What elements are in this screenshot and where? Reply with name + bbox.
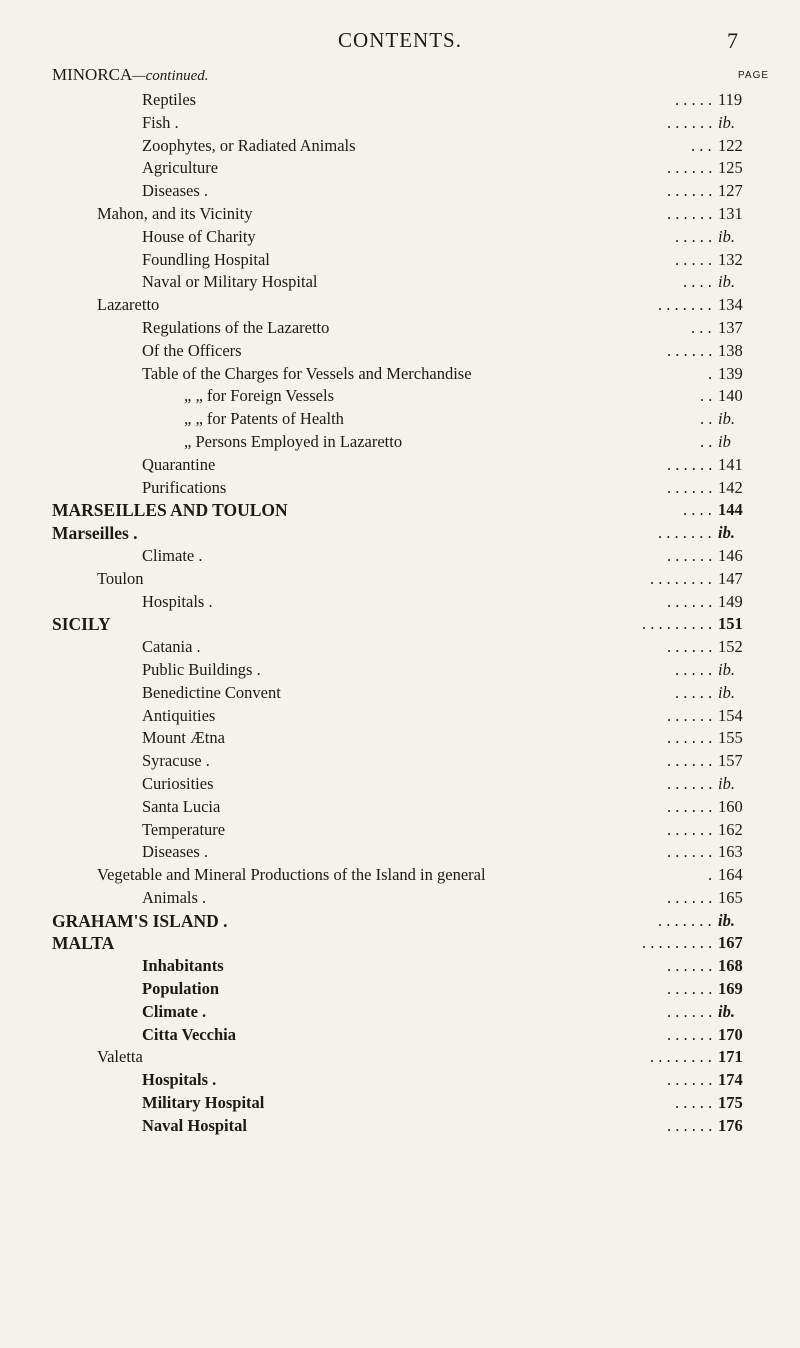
contents-entry	[0, 226, 800, 249]
entry-page-number: 154	[718, 705, 743, 725]
leader-dots: . . . . . . . . .	[642, 933, 713, 953]
leader-dots: . . . . . .	[667, 796, 713, 816]
contents-entry	[0, 636, 800, 659]
entry-label: Mahon, and its Vicinity	[97, 203, 253, 223]
leader-dots: . . . . . .	[667, 1070, 713, 1090]
entry-page-number: ib.	[718, 226, 735, 246]
leader-dots: .	[708, 865, 713, 885]
entry-label: Syracuse .	[142, 751, 210, 771]
entry-label: Climate .	[142, 1001, 207, 1021]
contents-entry	[0, 135, 800, 158]
entry-label: Vegetable and Mineral Productions of the Island in general	[97, 865, 486, 885]
entry-page-number: 175	[718, 1093, 743, 1113]
contents-entry	[0, 271, 800, 294]
entry-page-number: 157	[718, 751, 743, 771]
contents-entry	[0, 1092, 800, 1115]
leader-dots: . . . . . .	[667, 340, 713, 360]
entry-page-number: 144	[718, 500, 743, 520]
entry-page-number: ib.	[718, 682, 735, 702]
leader-dots: . . . . . .	[667, 1024, 713, 1044]
entry-page-number: 119	[718, 90, 743, 109]
entry-page-number: 139	[718, 363, 743, 383]
leader-dots: . . . . . .	[667, 819, 713, 839]
entry-page-number: 127	[718, 181, 743, 201]
contents-entry	[0, 477, 800, 500]
leader-dots: . . . . . .	[667, 728, 713, 748]
contents-entry	[0, 340, 800, 363]
entry-label: Regulations of the Lazaretto	[142, 317, 330, 337]
entry-label: Naval Hospital	[142, 1115, 247, 1135]
contents-entry	[0, 431, 800, 454]
entry-label: „ Persons Employed in Lazaretto	[184, 431, 403, 451]
entry-page-number: ib	[718, 431, 731, 451]
contents-entry	[0, 773, 800, 796]
entry-page-number: 140	[718, 386, 743, 406]
page-column-label: PAGE	[738, 70, 770, 81]
contents-entry	[0, 522, 800, 545]
entry-page-number: 155	[718, 728, 743, 748]
page-number: 7	[727, 28, 738, 53]
entry-page-number: 122	[718, 135, 743, 155]
contents-entry	[0, 932, 800, 955]
entry-label: Inhabitants	[142, 956, 224, 976]
entry-label: Hospitals .	[142, 591, 213, 611]
entry-label: Naval or Military Hospital	[142, 272, 318, 292]
entry-label: Purifications	[142, 477, 227, 497]
leader-dots: . . . . . .	[667, 751, 713, 771]
leader-dots: . . . . . .	[667, 112, 713, 132]
entry-page-number: 134	[718, 295, 743, 315]
contents-entry	[0, 1115, 800, 1138]
leader-dots: . .	[700, 409, 713, 429]
entry-label: Citta Vecchia	[142, 1024, 236, 1044]
leader-dots: . . . . . .	[667, 181, 713, 201]
entry-label: Reptiles	[142, 90, 197, 109]
leader-dots: . . . . .	[675, 682, 713, 702]
contents-entry	[0, 499, 800, 522]
contents-entry	[0, 705, 800, 728]
leader-dots: . . . . . .	[667, 1001, 713, 1021]
entry-page-number: ib.	[718, 523, 735, 543]
entry-label: Table of the Charges for Vessels and Merchandise	[142, 363, 472, 383]
section-title: MINORCA	[52, 65, 133, 84]
leader-dots: . . . . . .	[667, 158, 713, 178]
entry-label: MARSEILLES AND TOULON	[52, 500, 288, 521]
leader-dots: . . . . . . .	[658, 295, 712, 315]
leader-dots: . . . . . .	[667, 545, 713, 565]
entry-page-number: 174	[718, 1070, 743, 1090]
leader-dots: . . . . . .	[667, 705, 713, 725]
entry-page-number: 163	[718, 842, 743, 862]
entry-label: Fish .	[142, 112, 179, 132]
entry-page-number: 125	[718, 158, 743, 178]
entry-label: House of Charity	[142, 226, 256, 246]
entry-page-number: 151	[718, 614, 743, 634]
entry-label: Toulon	[97, 568, 144, 588]
entry-label: Animals .	[142, 887, 207, 907]
contents-entry	[0, 1001, 800, 1024]
contents-entry	[0, 385, 800, 408]
section-continued: —continued.	[132, 68, 209, 84]
leader-dots: . .	[700, 386, 713, 406]
leader-dots: . . . . . . .	[658, 523, 712, 543]
contents-entry	[0, 796, 800, 819]
entry-page-number: ib.	[718, 659, 735, 679]
entry-page-number: 132	[718, 249, 743, 269]
leader-dots: . . . . . .	[667, 637, 713, 657]
entry-label: Public Buildings .	[142, 659, 261, 679]
section-heading	[52, 65, 209, 85]
leader-dots: . . . .	[683, 500, 712, 520]
leader-dots: . . . . . .	[667, 979, 713, 999]
leader-dots: . . . . . . . . .	[642, 614, 713, 634]
entry-label: Catania .	[142, 637, 201, 657]
contents-entry	[0, 89, 800, 112]
entry-page-number: 168	[718, 956, 743, 976]
entry-label: Quarantine	[142, 454, 216, 474]
entry-page-number: 176	[718, 1115, 743, 1135]
leader-dots: . . . . . .	[667, 773, 713, 793]
contents-entry	[0, 408, 800, 431]
entry-page-number: ib.	[718, 409, 735, 429]
leader-dots: . . . . . .	[667, 1115, 713, 1135]
entry-label: Population	[142, 979, 220, 999]
entry-label: Foundling Hospital	[142, 249, 270, 269]
leader-dots: . . . . . . . .	[650, 568, 712, 588]
entry-page-number: 147	[718, 568, 743, 588]
contents-entry	[0, 454, 800, 477]
entry-page-number: 170	[718, 1024, 743, 1044]
entry-label: Of the Officers	[142, 340, 242, 360]
entry-page-number: 138	[718, 340, 743, 360]
contents-entry	[0, 613, 800, 636]
contents-entry	[0, 750, 800, 773]
entry-label: Zoophytes, or Radiated Animals	[142, 135, 356, 155]
entry-page-number: 131	[718, 203, 743, 223]
entry-label: Agriculture	[142, 158, 219, 178]
entry-page-number: 142	[718, 477, 743, 497]
contents-entry	[0, 864, 800, 887]
leader-dots: . . . . .	[675, 226, 713, 246]
entry-label: Climate .	[142, 545, 203, 565]
entry-label: MALTA	[52, 933, 115, 954]
entry-page-number: 165	[718, 887, 743, 907]
entry-page-number: 162	[718, 819, 743, 839]
entry-label: Temperature	[142, 819, 226, 839]
leader-dots: . . . . . .	[667, 956, 713, 976]
contents-entry	[0, 363, 800, 386]
entry-page-number: 171	[718, 1047, 743, 1067]
entry-page-number: 146	[718, 545, 743, 565]
entry-label: Antiquities	[142, 705, 216, 725]
entry-page-number: 141	[718, 454, 743, 474]
contents-entry	[0, 727, 800, 750]
entry-page-number: 167	[718, 933, 743, 953]
leader-dots: .	[708, 363, 713, 383]
leader-dots: . . . . . .	[667, 591, 713, 611]
leader-dots: . . . .	[683, 272, 712, 292]
entry-page-number: ib.	[718, 112, 735, 132]
entry-page-number: ib.	[718, 272, 735, 292]
leader-dots: . . . . .	[675, 659, 713, 679]
contents-entry	[0, 682, 800, 705]
entry-page-number: ib.	[718, 1001, 735, 1021]
contents-entry	[0, 1024, 800, 1047]
entry-page-number: 160	[718, 796, 743, 816]
leader-dots: . . . . . .	[667, 842, 713, 862]
entry-label: Marseilles .	[52, 523, 138, 544]
contents-entry	[0, 1046, 800, 1069]
leader-dots: . . . . . .	[667, 454, 713, 474]
running-title: CONTENTS.	[338, 28, 462, 52]
leader-dots: . . . . . .	[667, 887, 713, 907]
contents-entry	[0, 112, 800, 135]
contents-entry	[0, 591, 800, 614]
contents-entry	[0, 659, 800, 682]
leader-dots: . . . . . . .	[658, 910, 712, 930]
contents-entry	[0, 180, 800, 203]
entry-page-number: 164	[718, 865, 743, 885]
leader-dots: . . .	[691, 135, 712, 155]
entry-page-number: 149	[718, 591, 743, 611]
entry-label: Valetta	[97, 1047, 143, 1067]
entry-label: Lazaretto	[97, 295, 160, 315]
entry-page-number: 137	[718, 317, 743, 337]
entry-page-number: ib.	[718, 773, 735, 793]
contents-entry	[0, 910, 800, 933]
entry-label: Diseases .	[142, 842, 208, 862]
entry-label: Diseases .	[142, 181, 208, 201]
contents-entry	[0, 545, 800, 568]
contents-entry	[0, 887, 800, 910]
contents-list	[0, 89, 800, 1138]
entry-page-number: 152	[718, 637, 743, 657]
contents-entry	[0, 978, 800, 1001]
entry-label: Curiosities	[142, 773, 214, 793]
contents-entry	[0, 841, 800, 864]
leader-dots: . . . . . .	[667, 477, 713, 497]
entry-page-number: 169	[718, 979, 743, 999]
contents-entry	[0, 568, 800, 591]
contents-entry	[0, 1069, 800, 1092]
contents-entry	[0, 955, 800, 978]
entry-label: „ „ for Foreign Vessels	[184, 386, 334, 406]
leader-dots: . . . . . .	[667, 203, 713, 223]
leader-dots: . . . . . . . .	[650, 1047, 712, 1067]
leader-dots: . . . . .	[675, 90, 713, 109]
leader-dots: . . . . .	[675, 249, 713, 269]
entry-label: „ „ for Patents of Health	[184, 409, 344, 429]
contents-entry	[0, 294, 800, 317]
leader-dots: . .	[700, 431, 713, 451]
entry-label: Military Hospital	[142, 1093, 265, 1113]
contents-entry	[0, 203, 800, 226]
entry-label: Santa Lucia	[142, 796, 221, 816]
leader-dots: . . .	[691, 317, 712, 337]
contents-entry	[0, 249, 800, 272]
contents-entry	[0, 157, 800, 180]
leader-dots: . . . . .	[675, 1093, 713, 1113]
contents-entry	[0, 819, 800, 842]
entry-page-number: ib.	[718, 910, 735, 930]
contents-entry	[0, 317, 800, 340]
entry-label: Mount Ætna	[142, 728, 225, 748]
entry-label: Hospitals .	[142, 1070, 217, 1090]
entry-label: SICILY	[52, 614, 111, 635]
entry-label: GRAHAM'S ISLAND .	[52, 910, 228, 931]
entry-label: Benedictine Convent	[142, 682, 281, 702]
